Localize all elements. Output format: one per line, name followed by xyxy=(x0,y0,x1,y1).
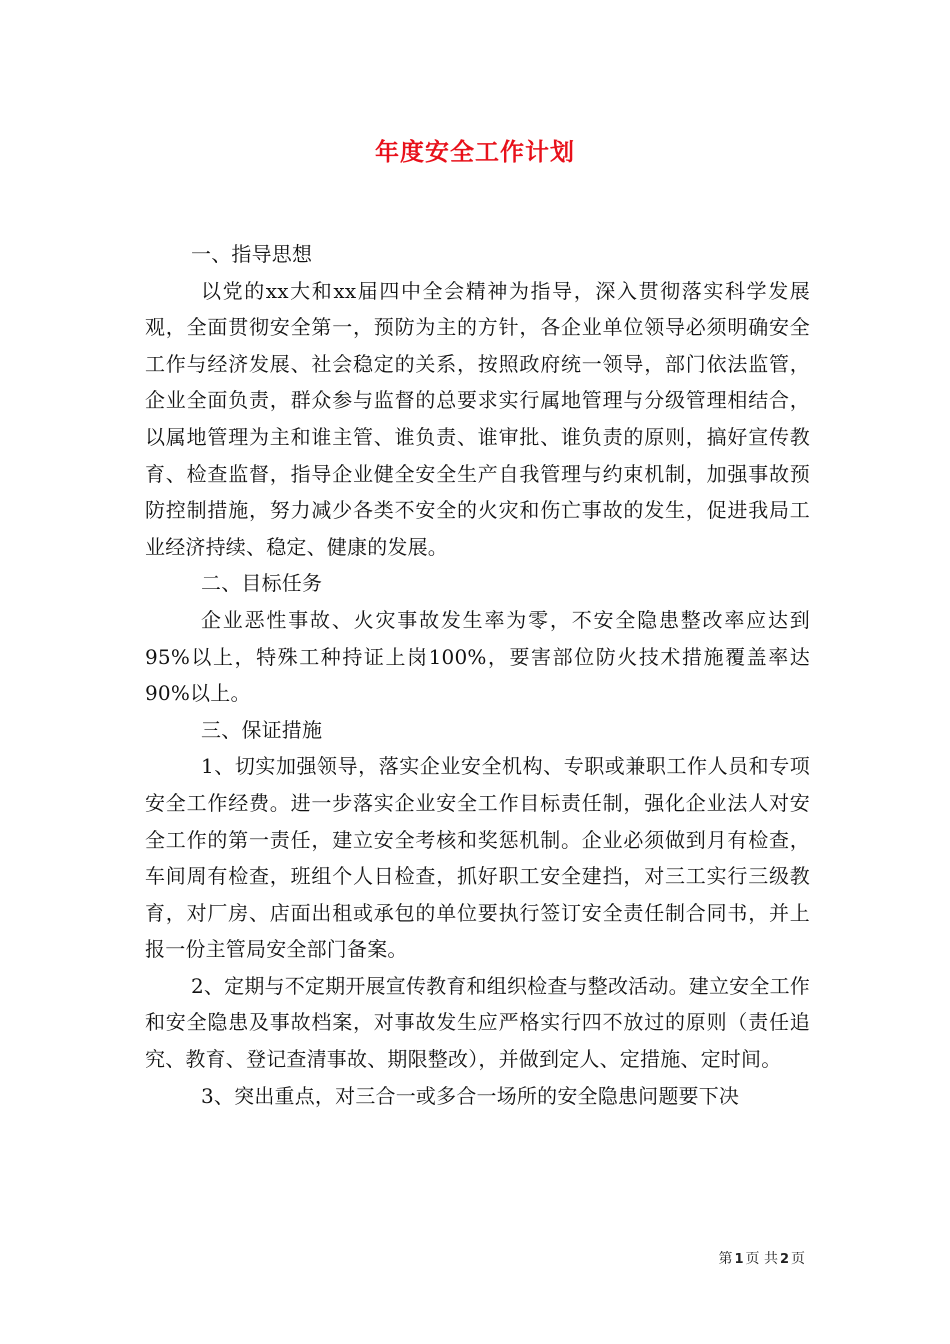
document-title: 年度安全工作计划 xyxy=(375,138,575,166)
footer-total-pages: 2 xyxy=(779,1252,789,1267)
section-heading-guarantee-measures: 三、保证措施 xyxy=(201,717,323,742)
footer-prefix: 第 xyxy=(718,1251,733,1267)
paragraph-measure-1: 1、切实加强领导，落实企业安全机构、专职或兼职工作人员和专项安全工作经费。进一步落实企业安全工作目标责任制，强化企业法人对安全工作的第一责任，建立安全考核和奖惩机制。企业必须做到月有检查，车间周有检查，班组个人日检查，抓好职工安全建挡，对三工实行三级教育，对厂房、店面出租或承包的单位要执行签订安全责任制合同书，并上报一份主管局安全部门备案。 xyxy=(145,754,810,962)
footer-mid: 页 共 xyxy=(745,1251,778,1267)
paragraph-guiding-ideology: 以党的xx大和xx届四中全会精神为指导，深入贯彻落实科学发展观，全面贯彻安全第一，预防为主的方针，各企业单位领导必须明确安全工作与经济发展、社会稳定的关系，按照政府统一领导，部门依法监管，企业全面负责，群众参与监督的总要求实行属地管理与分级管理相结合，以属地管理为主和谁主管、谁负责、谁审批、谁负责的原则，搞好宣传教育、检查监督，指导企业健全安全生产自我管理与约束机制，加强事故预防控制措施，努力减少各类不安全的火灾和伤亡事故的发生，促进我局工业经济持续、稳定、健康的发展。 xyxy=(145,278,810,559)
page-number-footer xyxy=(718,1248,805,1268)
section-heading-guiding-ideology: 一、指导思想 xyxy=(191,242,313,266)
document-body xyxy=(145,236,810,1114)
paragraph-measure-2: 2、定期与不定期开展宣传教育和组织检查与整改活动。建立安全工作和安全隐患及事故档案，对事故发生应严格实行四不放过的原则（责任追究、教育、登记查清事故、期限整改），并做到定人、定措施、定时间。 xyxy=(145,973,810,1072)
footer-suffix: 页 xyxy=(791,1251,805,1267)
paragraph-measure-3: 3、突出重点，对三合一或多合一场所的安全隐患问题要下决 xyxy=(201,1083,740,1108)
paragraph-target-tasks: 企业恶性事故、火灾事故发生率为零，不安全隐患整改率应达到95%以上，特殊工种持证上岗100%，要害部位防火技术措施覆盖率达90%以上。 xyxy=(145,607,810,706)
footer-current-page: 1 xyxy=(734,1252,744,1267)
section-heading-target-tasks: 二、目标任务 xyxy=(201,571,323,596)
